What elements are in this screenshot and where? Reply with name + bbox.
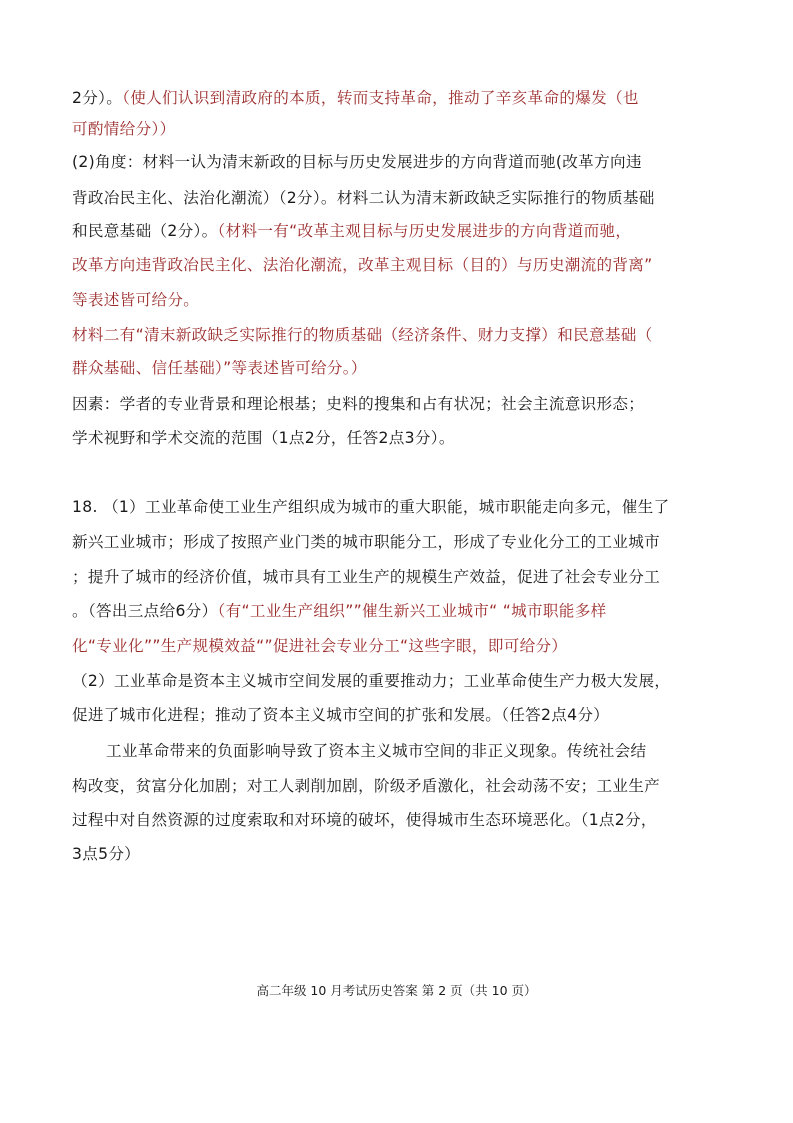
s17-line-2: 可酌情给分））: [72, 120, 176, 138]
s18-line-1: 18. （1）工业革命使工业生产组织成为城市的重大职能，城市职能走向多元，催生了: [72, 498, 670, 516]
s17-line-3: (2)角度：材料一认为清末新政的目标与历史发展进步的方向背道而驰(改革方向违: [72, 153, 642, 171]
s17-line-11: 学术视野和学术交流的范围（1点2分，任答2点3分）。: [72, 429, 455, 447]
s17-line-1-text: 2分）。: [72, 89, 123, 107]
s17-line-9: 群众基础、信任基础）”等表述皆可给分。）: [72, 359, 367, 377]
s17-line-1: [72, 86, 639, 110]
s17-line-5-answer: （材料一有“改革主观目标与历史发展进步的方向背道而驰，: [217, 222, 632, 240]
s18-line-5: 化“专业化””生产规模效益“”促进社会专业分工“这些字眼，即可给分）: [72, 637, 568, 655]
s18-line-2: 新兴工业城市；形成了按照产业门类的城市职能分工，形成了专业化分工的工业城市: [72, 533, 661, 551]
s18-line-8: 工业革命带来的负面影响导致了资本主义城市空间的非正义现象。传统社会结: [106, 742, 647, 760]
s18-line-4-answer: （有“工业生产组织””催生新兴工业城市“ “城市职能多样: [217, 602, 607, 620]
s18-line-6: （2）工业革命是资本主义城市空间发展的重要推动力；工业革命使生产力极大发展，: [72, 672, 671, 690]
s18-line-7: 促进了城市化进程；推动了资本主义城市空间的扩张和发展。（任答2点4分）: [72, 706, 610, 724]
s17-line-6: 改革方向违背政冶民主化、法治化潮流，改革主观目标（目的）与历史潮流的背离”: [72, 256, 653, 274]
s17-line-1-answer: （使人们认识到清政府的本质，转而支持革命，推动了辛亥革命的爆发（也: [122, 89, 639, 107]
s17-line-7: 等表述皆可给分。: [72, 291, 200, 309]
s18-line-10: 过程中对自然资源的过度索取和对环境的破坏，使得城市生态环境恶化。（1点2分，: [72, 811, 657, 829]
s17-line-4: 背政冶民主化、法治化潮流）（2分）。材料二认为清末新政缺乏实际推行的物质基础: [72, 189, 655, 207]
s18-line-11: 3点5分）: [72, 845, 141, 863]
s18-line-4-text: 。（答出三点给6分）: [72, 602, 218, 620]
s17-line-5-text: 和民意基础（2分）。: [72, 222, 218, 240]
page-footer: 高二年级 10 月考试历史答案 第 2 页（共 10 页）: [256, 983, 537, 998]
s17-line-10: 因素：学者的专业背景和理论根基；史料的搜集和占有状况；社会主流意识形态；: [72, 395, 645, 413]
s18-line-4: [72, 599, 606, 623]
s17-line-5: [72, 219, 631, 243]
s18-line-9: 构改变，贫富分化加剧；对工人剥削加剧，阶级矛盾激化，社会动荡不安；工业生产: [72, 777, 661, 795]
s18-line-3: ；提升了城市的经济价值，城市具有工业生产的规模生产效益，促进了社会专业分工: [72, 568, 661, 586]
s17-line-8: 材料二有“清末新政缺乏实际推行的物质基础（经济条件、财力支撑）和民意基础（: [72, 326, 653, 344]
